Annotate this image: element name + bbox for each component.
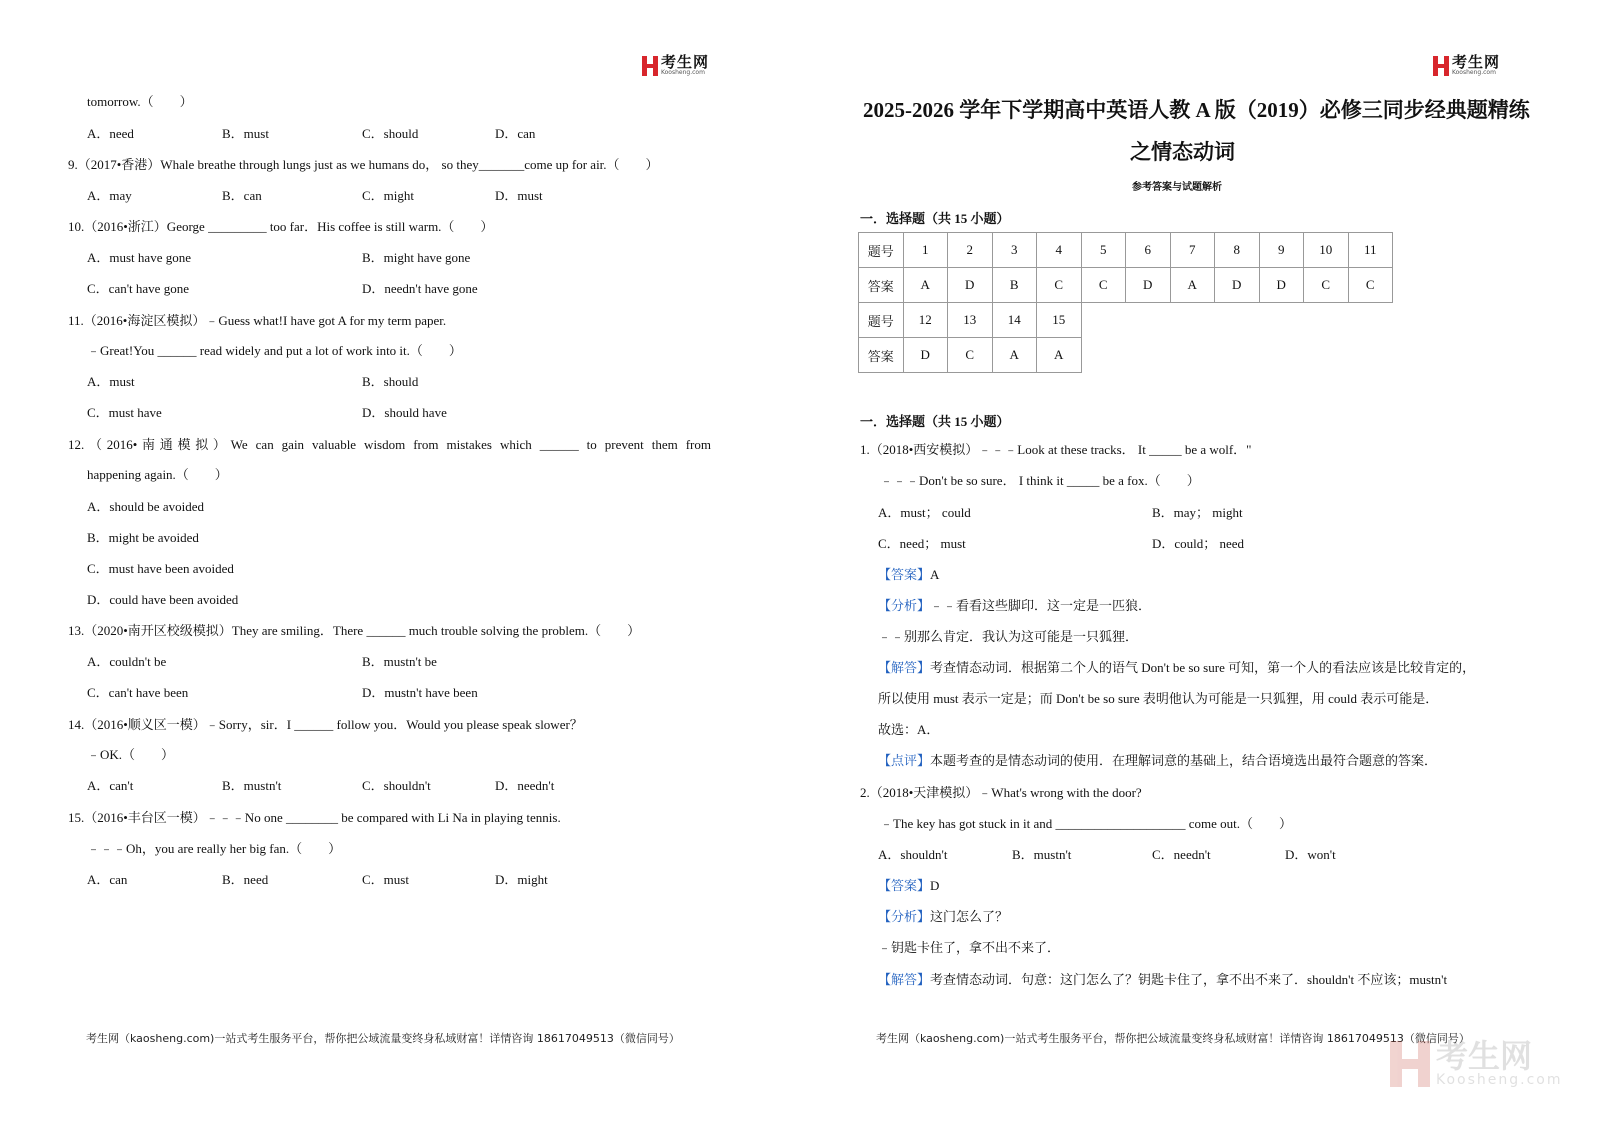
q1-analysis-line (878, 598, 1151, 614)
q1-option-a: A．must； could (878, 505, 971, 520)
question-10-stem: 10.（2016•浙江）George _________ too far．His coffee is still warm.（ ） (68, 219, 494, 234)
q1-comment-line (878, 753, 1437, 769)
table-cell: D (1259, 268, 1304, 303)
q9-option-d: D．must (495, 188, 543, 203)
q1-choose: 故选：A． (878, 722, 940, 737)
table-cell: A (1170, 268, 1215, 303)
q1-explain-line (878, 660, 1475, 676)
table-cell: 10 (1304, 233, 1349, 268)
q1-explain-2: 所以使用 must 表示一定是；而 Don't be so sure 表明他认为可能是一只狐狸，用 could 表示可能是． (878, 691, 1439, 706)
q15-option-a: A．can (87, 872, 128, 887)
watermark (1390, 1037, 1563, 1088)
q9-option-c: C．might (362, 188, 415, 203)
question-12-stem: 12.（2016•南通模拟）We can gain valuable wisdom from mistakes which ______ to prevent them from (68, 437, 711, 452)
table-cell: 7 (1170, 233, 1215, 268)
section-heading-2: 一．选择题（共 15 小题） (860, 414, 1010, 429)
q2-answer: D (930, 878, 940, 893)
question-11-stem: 11.（2016•海淀区模拟）﹣Guess what!I have got A for my term paper. (68, 313, 447, 328)
q12-option-c: C．must have been avoided (87, 561, 234, 576)
question-2-line2: ﹣The key has got stuck in it and ____________________ come out.（ ） (880, 816, 1292, 831)
document-title: 2025-2026 学年下学期高中英语人教 A 版（2019）必修三同步经典题精练 (863, 98, 1530, 122)
right-page (800, 0, 1600, 1130)
q12-option-d: D．could have been avoided (87, 592, 239, 607)
table-cell: 3 (992, 233, 1037, 268)
q11-option-b: B．should (362, 374, 419, 389)
question-1-line2: ﹣﹣﹣Don't be so sure． I think it _____ be a fox.（ ） (880, 473, 1200, 488)
q13-option-c: C．can't have been (87, 685, 189, 700)
table-label: 题号 (859, 233, 904, 268)
q2-answer-line (878, 878, 939, 894)
table-cell: 9 (1259, 233, 1304, 268)
table-cell: 12 (903, 303, 948, 338)
q2-option-c: C．needn't (1152, 847, 1211, 862)
table-cell: 11 (1348, 233, 1393, 268)
explain-label: 【解答】 (878, 972, 931, 987)
table-cell: D (1215, 268, 1260, 303)
question-13-stem: 13.（2020•南开区校级模拟）They are smiling．There ______ much trouble solving the problem.（ ） (68, 623, 641, 638)
q12-option-b: B．might be avoided (87, 530, 199, 545)
table-label: 题号 (859, 303, 904, 338)
table-cell: 14 (992, 303, 1037, 338)
q1-option-d: D．could； need (1152, 536, 1245, 551)
question-2-stem: 2.（2018•天津模拟）﹣What's wrong with the door? (860, 785, 1142, 800)
q1-explain-1: 考查情态动词．根据第二个人的语气 Don't be so sure 可知，第一个人的看法应该是比较肯定的， (930, 660, 1476, 675)
page-footer: 考生网（kaosheng.com)一站式考生服务平台，帮你把公域流量变终身私域财富！详情咨询 18617049513（微信同号） (86, 1032, 680, 1045)
q8-option-d: D．can (495, 126, 536, 141)
q10-option-b: B．might have gone (362, 250, 471, 265)
q11-option-a: A．must (87, 374, 135, 389)
table-cell: 13 (948, 303, 993, 338)
brand-name: 考生网 (661, 53, 710, 71)
table-cell: D (948, 268, 993, 303)
brand-logo-icon (1433, 56, 1449, 76)
table-cell: C (1348, 268, 1393, 303)
answer-label: 【答案】 (878, 567, 931, 582)
table-cell: C (1081, 268, 1126, 303)
q1-option-c: C．need； must (878, 536, 966, 551)
table-cell: A (903, 268, 948, 303)
brand-logo (642, 55, 709, 76)
table-label: 答案 (859, 338, 904, 373)
question-15-stem: 15.（2016•丰台区一模）﹣﹣﹣No one ________ be compared with Li Na in playing tennis. (68, 810, 561, 825)
section-heading: 一．选择题（共 15 小题） (860, 211, 1010, 226)
document-title-line2: 之情态动词 (1130, 140, 1235, 164)
q8-option-b: B．must (222, 126, 269, 141)
watermark-text: 考生网 (1436, 1037, 1533, 1075)
answer-table-number-row (859, 233, 1393, 268)
table-cell: D (903, 338, 948, 373)
answer-table-2 (858, 302, 1082, 373)
table-cell: A (992, 338, 1037, 373)
q14-option-b: B．mustn't (222, 778, 282, 793)
q2-analysis-line (878, 909, 1008, 925)
q1-analysis-2: ﹣﹣别那么肯定．我认为这可能是一只狐狸． (878, 629, 1139, 644)
q8-option-c: C．should (362, 126, 419, 141)
q1-comment: 本题考查的是情态动词的使用．在理解词意的基础上，结合语境选出最符合题意的答案． (930, 753, 1438, 768)
table-cell: C (1037, 268, 1082, 303)
question-14-line2: ﹣OK.（ ） (87, 747, 175, 762)
table-cell: 6 (1126, 233, 1171, 268)
answer-table-number-row (859, 303, 1082, 338)
question-9-stem: 9.（2017•香港）Whale breathe through lungs just as we humans do， so they_______come up for air.（ ） (68, 157, 659, 172)
analysis-label: 【分析】 (878, 598, 931, 613)
table-cell: C (948, 338, 993, 373)
page-footer: 考生网（kaosheng.com)一站式考生服务平台，帮你把公域流量变终身私域财富！详情咨询 18617049513（微信同号） (876, 1032, 1470, 1045)
table-cell: 5 (1081, 233, 1126, 268)
question-14-stem: 14.（2016•顺义区一模）﹣Sorry，sir．I ______ follow you．Would you please speak slower？ (68, 717, 583, 732)
q10-option-d: D．needn't have gone (362, 281, 478, 296)
question-1-stem: 1.（2018•西安模拟）﹣﹣﹣Look at these tracks． It _____ be a wolf．" (860, 442, 1252, 457)
brand-name-en: Koosheng.com (1452, 69, 1496, 76)
q1-answer: A (930, 567, 940, 582)
q11-option-c: C．must have (87, 405, 162, 420)
q1-option-b: B．may； might (1152, 505, 1243, 520)
q2-option-a: A．shouldn't (878, 847, 948, 862)
table-cell: 8 (1215, 233, 1260, 268)
q12-option-a: A．should be avoided (87, 499, 204, 514)
brand-name: 考生网 (1452, 53, 1501, 71)
table-label: 答案 (859, 268, 904, 303)
q13-option-a: A．couldn't be (87, 654, 167, 669)
q1-answer-line (878, 567, 939, 583)
watermark-logo-icon (1390, 1041, 1430, 1087)
explain-label: 【解答】 (878, 660, 931, 675)
table-cell: 4 (1037, 233, 1082, 268)
question-12-line2: happening again.（ ） (87, 467, 228, 482)
q2-analysis-2: ﹣钥匙卡住了，拿不出不来了． (878, 940, 1061, 955)
q15-option-c: C．must (362, 872, 409, 887)
q10-option-c: C．can't have gone (87, 281, 189, 296)
comment-label: 【点评】 (878, 753, 931, 768)
brand-logo-icon (642, 56, 658, 76)
q2-option-b: B．mustn't (1012, 847, 1072, 862)
q13-option-b: B．mustn't be (362, 654, 437, 669)
q1-analysis-1: ﹣﹣看看这些脚印．这一定是一匹狼． (930, 598, 1152, 613)
brand-name-en: Koosheng.com (661, 69, 705, 76)
question-8-stem-end: tomorrow.（ ） (87, 94, 193, 109)
q9-option-b: B．can (222, 188, 262, 203)
table-cell: B (992, 268, 1037, 303)
table-cell: C (1304, 268, 1349, 303)
q13-option-d: D．mustn't have been (362, 685, 478, 700)
q2-explain-line (878, 972, 1447, 988)
q8-option-a: A．need (87, 126, 134, 141)
watermark-text-en: Koosheng.com (1436, 1072, 1563, 1088)
answer-table-answer-row (859, 268, 1393, 303)
q9-option-a: A．may (87, 188, 132, 203)
brand-logo (1433, 55, 1500, 76)
q15-option-b: B．need (222, 872, 269, 887)
table-cell: D (1126, 268, 1171, 303)
answer-table (858, 232, 1393, 303)
answer-table-answer-row (859, 338, 1082, 373)
q14-option-d: D．needn't (495, 778, 555, 793)
table-cell: A (1037, 338, 1082, 373)
analysis-label: 【分析】 (878, 909, 931, 924)
q2-option-d: D．won't (1285, 847, 1336, 862)
q11-option-d: D．should have (362, 405, 447, 420)
question-11-line2: ﹣Great!You ______ read widely and put a lot of work into it.（ ） (87, 343, 462, 358)
answer-label: 【答案】 (878, 878, 931, 893)
table-cell: 1 (903, 233, 948, 268)
q14-option-a: A．can't (87, 778, 134, 793)
q2-explain-1: 考查情态动词．句意：这门怎么了？钥匙卡住了，拿不出不来了．shouldn't 不应该；mustn't (930, 972, 1448, 987)
table-cell: 15 (1037, 303, 1082, 338)
q10-option-a: A．must have gone (87, 250, 191, 265)
question-15-line2: ﹣﹣﹣Oh，you are really her big fan.（ ） (87, 841, 342, 856)
q14-option-c: C．shouldn't (362, 778, 431, 793)
table-cell: 2 (948, 233, 993, 268)
q2-analysis-1: 这门怎么了？ (930, 909, 1009, 924)
document-subtitle: 参考答案与试题解析 (1132, 182, 1222, 193)
q15-option-d: D．might (495, 872, 548, 887)
